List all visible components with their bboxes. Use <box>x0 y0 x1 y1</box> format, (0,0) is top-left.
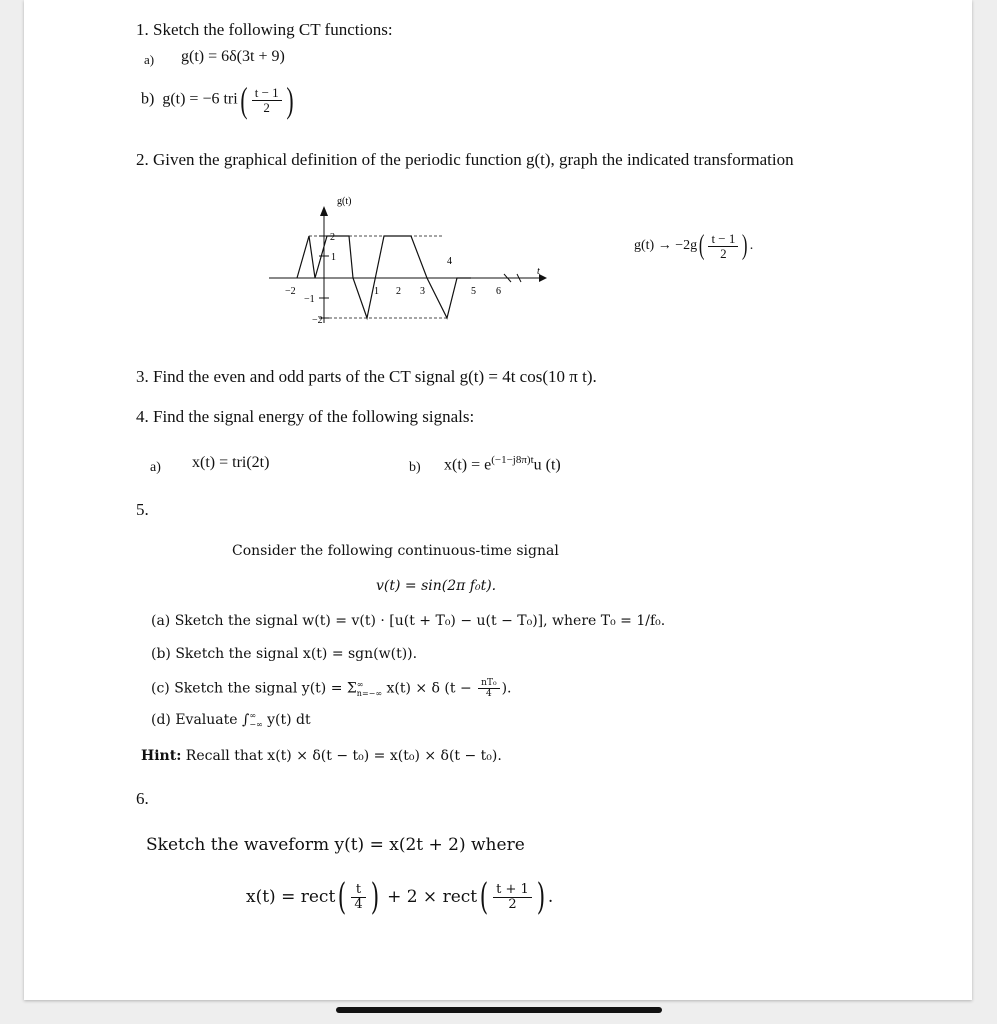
xtick-3: 3 <box>420 286 425 297</box>
q1-b-fraction: $\frac{t - 1}{2}$ <box>252 86 282 115</box>
q6-equation: x(t) = rect( $\frac{t}{4}$ ) + 2 × rect( $\frac{t + 1}{2}$ ) . <box>246 877 554 918</box>
q2-title: 2. Given the graphical definition of the periodic function g(t), graph the indicated transformation <box>136 150 794 169</box>
q1-title: 1. Sketch the following CT functions: <box>136 20 393 39</box>
q2-transform-fraction: $\frac{t - 1}{2}$ <box>708 232 738 261</box>
waveform-trace <box>297 236 471 318</box>
q4-b-expr: $x(t) = e^{(-1-j8\pi)t}u$ (t) <box>444 454 561 474</box>
xtick-1: 1 <box>374 286 379 297</box>
q6-number: 6. <box>136 789 149 808</box>
ytick-1: 1 <box>331 252 336 263</box>
q3-text: 3. Find the even and odd parts of the CT signal g(t) = 4t cos(10 π t). <box>136 367 597 386</box>
q4-a-expr: x(t) = tri(2t) <box>192 454 270 471</box>
q1-a-expr: g(t) = 6δ(3t + 9) <box>181 48 285 65</box>
q2-transform: g(t) → −2g( $\frac{t - 1}{2}$ ) . <box>634 230 754 261</box>
q5-intro: Consider the following continuous-time signal <box>232 543 559 559</box>
graph-xlabel: t <box>537 266 540 277</box>
q4-b-label: b) <box>409 460 421 475</box>
q5-equation: v(t) = sin(2π f₀t). <box>376 578 497 594</box>
graph-ylabel: g(t) <box>337 196 352 207</box>
q1-a-label: a) <box>144 52 155 67</box>
q6-fraction-2: $\frac{t + 1}{2}$ <box>493 883 532 912</box>
ytick-2: 2 <box>330 232 335 243</box>
periodic-function-graph <box>249 188 549 338</box>
q5-part-d: (d) Evaluate ∫ ∞ −∞ y(t) dt <box>151 711 311 729</box>
xtick-5: 5 <box>471 286 476 297</box>
q1-b: b) g(t) = −6 tri( $\frac{t - 1}{2}$ ) <box>141 80 294 120</box>
q4-title: 4. Find the signal energy of the following signals: <box>136 407 475 426</box>
xtick-neg1: −1 <box>304 294 315 305</box>
q6-text: Sketch the waveform y(t) = x(2t + 2) where <box>146 835 525 855</box>
q5-hint: Hint: Recall that x(t) × δ(t − t₀) = x(t₀) × δ(t − t₀). <box>141 748 502 764</box>
home-indicator-bar[interactable] <box>336 1007 662 1013</box>
q4-a-label: a) <box>150 460 161 475</box>
xtick-neg2: −2 <box>285 286 296 297</box>
t-axis-arrow <box>539 274 547 282</box>
document-page <box>24 0 972 1000</box>
q5-number: 5. <box>136 500 149 519</box>
q5-part-b: (b) Sketch the signal x(t) = sgn(w(t)). <box>151 646 418 662</box>
xtick-4: 4 <box>447 256 452 267</box>
q1-b-label: b) <box>141 90 155 108</box>
xtick-6: 6 <box>496 286 501 297</box>
q1-b-lhs: g(t) = −6 tri <box>162 90 238 108</box>
q5-part-a: (a) Sketch the signal w(t) = v(t) · [u(t + T₀) − u(t − T₀)], where T₀ = 1/f₀. <box>151 613 666 629</box>
ytick-neg2: −2 <box>312 315 323 326</box>
q6-fraction-1: $\frac{t}{4}$ <box>351 883 365 912</box>
g-axis-arrow <box>320 206 328 216</box>
xtick-2: 2 <box>396 286 401 297</box>
q5-part-c: (c) Sketch the signal y(t) = Σ ∞ n=−∞ x(t) × δ (t − $\frac{\text{nT₀}}{4}$ ). <box>151 678 512 699</box>
